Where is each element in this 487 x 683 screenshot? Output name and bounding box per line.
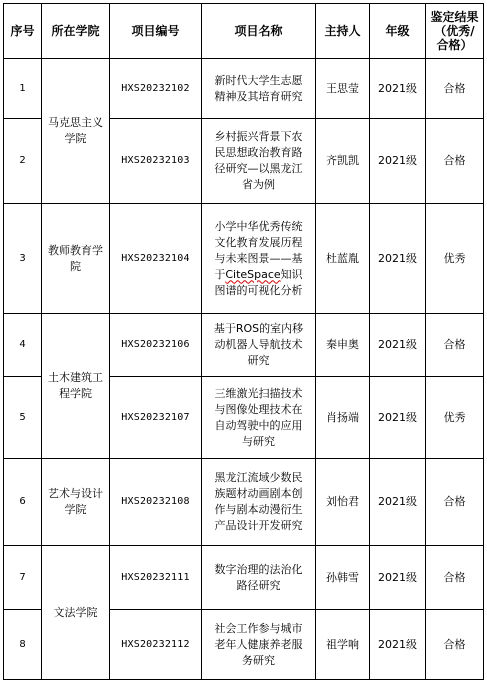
cell-host: 祖学响 xyxy=(316,610,370,680)
header-college: 所在学院 xyxy=(42,4,110,59)
cell-grade: 2021级 xyxy=(370,314,426,377)
cell-grade: 2021级 xyxy=(370,459,426,546)
project-name-part: 知识图谱的可视化分析 xyxy=(214,267,303,297)
cell-host: 孙韩雪 xyxy=(316,546,370,610)
results-table-wrapper xyxy=(3,3,483,679)
cell-code: HXS20232112 xyxy=(110,610,202,680)
cell-code: HXS20232106 xyxy=(110,314,202,377)
cell-project-name: 基于ROS的室内移动机器人导航技术研究 xyxy=(202,314,316,377)
cell-host: 杜蓝胤 xyxy=(316,204,370,314)
cell-host: 刘怡君 xyxy=(316,459,370,546)
cell-seq: 8 xyxy=(4,610,42,680)
cell-result: 合格 xyxy=(426,546,484,610)
cell-code: HXS20232108 xyxy=(110,459,202,546)
cell-college: 土木建筑工程学院 xyxy=(42,314,110,459)
cell-result: 合格 xyxy=(426,459,484,546)
cell-grade: 2021级 xyxy=(370,204,426,314)
cell-grade: 2021级 xyxy=(370,59,426,119)
cell-result: 合格 xyxy=(426,610,484,680)
table-row xyxy=(4,459,484,546)
cell-grade: 2021级 xyxy=(370,377,426,459)
cell-seq: 1 xyxy=(4,59,42,119)
cell-grade: 2021级 xyxy=(370,119,426,204)
cell-project-name: 乡村振兴背景下农民思想政治教育路径研究—以黑龙江省为例 xyxy=(202,119,316,204)
header-host: 主持人 xyxy=(316,4,370,59)
project-results-table xyxy=(3,3,484,680)
cell-code: HXS20232111 xyxy=(110,546,202,610)
header-code: 项目编号 xyxy=(110,4,202,59)
cell-result: 合格 xyxy=(426,59,484,119)
cell-host: 秦申奥 xyxy=(316,314,370,377)
cell-result: 优秀 xyxy=(426,204,484,314)
table-row xyxy=(4,314,484,377)
header-grade: 年级 xyxy=(370,4,426,59)
cell-seq: 4 xyxy=(4,314,42,377)
cell-project-name xyxy=(202,204,316,314)
header-seq: 序号 xyxy=(4,4,42,59)
cell-seq: 5 xyxy=(4,377,42,459)
header-result: 鉴定结果（优秀/合格） xyxy=(426,4,484,59)
cell-project-name: 社会工作参与城市老年人健康养老服务研究 xyxy=(202,610,316,680)
cell-seq: 3 xyxy=(4,204,42,314)
cell-host: 齐凯凯 xyxy=(316,119,370,204)
cell-grade: 2021级 xyxy=(370,610,426,680)
cell-college: 教师教育学院 xyxy=(42,204,110,314)
table-row xyxy=(4,546,484,610)
cell-code: HXS20232103 xyxy=(110,119,202,204)
cell-seq: 6 xyxy=(4,459,42,546)
cell-code: HXS20232107 xyxy=(110,377,202,459)
project-name-part: 小学中华优秀传统文化教育发展历程与未来图景——基于 xyxy=(214,219,303,281)
cell-college: 马克思主义学院 xyxy=(42,59,110,204)
cell-college: 文法学院 xyxy=(42,546,110,680)
cell-project-name: 新时代大学生志愿精神及其培育研究 xyxy=(202,59,316,119)
cell-seq: 2 xyxy=(4,119,42,204)
cell-host: 肖扬端 xyxy=(316,377,370,459)
cell-result: 合格 xyxy=(426,314,484,377)
cell-project-name: 三维激光扫描技术与图像处理技术在自动驾驶中的应用与研究 xyxy=(202,377,316,459)
header-row xyxy=(4,4,484,59)
cell-grade: 2021级 xyxy=(370,546,426,610)
cell-project-name: 黑龙江流域少数民族题材动画剧本创作与剧本动漫衍生产品设计开发研究 xyxy=(202,459,316,546)
cell-code: HXS20232104 xyxy=(110,204,202,314)
cell-seq: 7 xyxy=(4,546,42,610)
cell-host: 王思莹 xyxy=(316,59,370,119)
header-name: 项目名称 xyxy=(202,4,316,59)
cell-result: 优秀 xyxy=(426,377,484,459)
cell-code: HXS20232102 xyxy=(110,59,202,119)
cell-result: 合格 xyxy=(426,119,484,204)
table-row xyxy=(4,204,484,314)
cell-college: 艺术与设计学院 xyxy=(42,459,110,546)
cell-project-name: 数字治理的法治化路径研究 xyxy=(202,546,316,610)
spellcheck-marked-word: CiteSpace xyxy=(225,267,281,281)
table-row xyxy=(4,59,484,119)
